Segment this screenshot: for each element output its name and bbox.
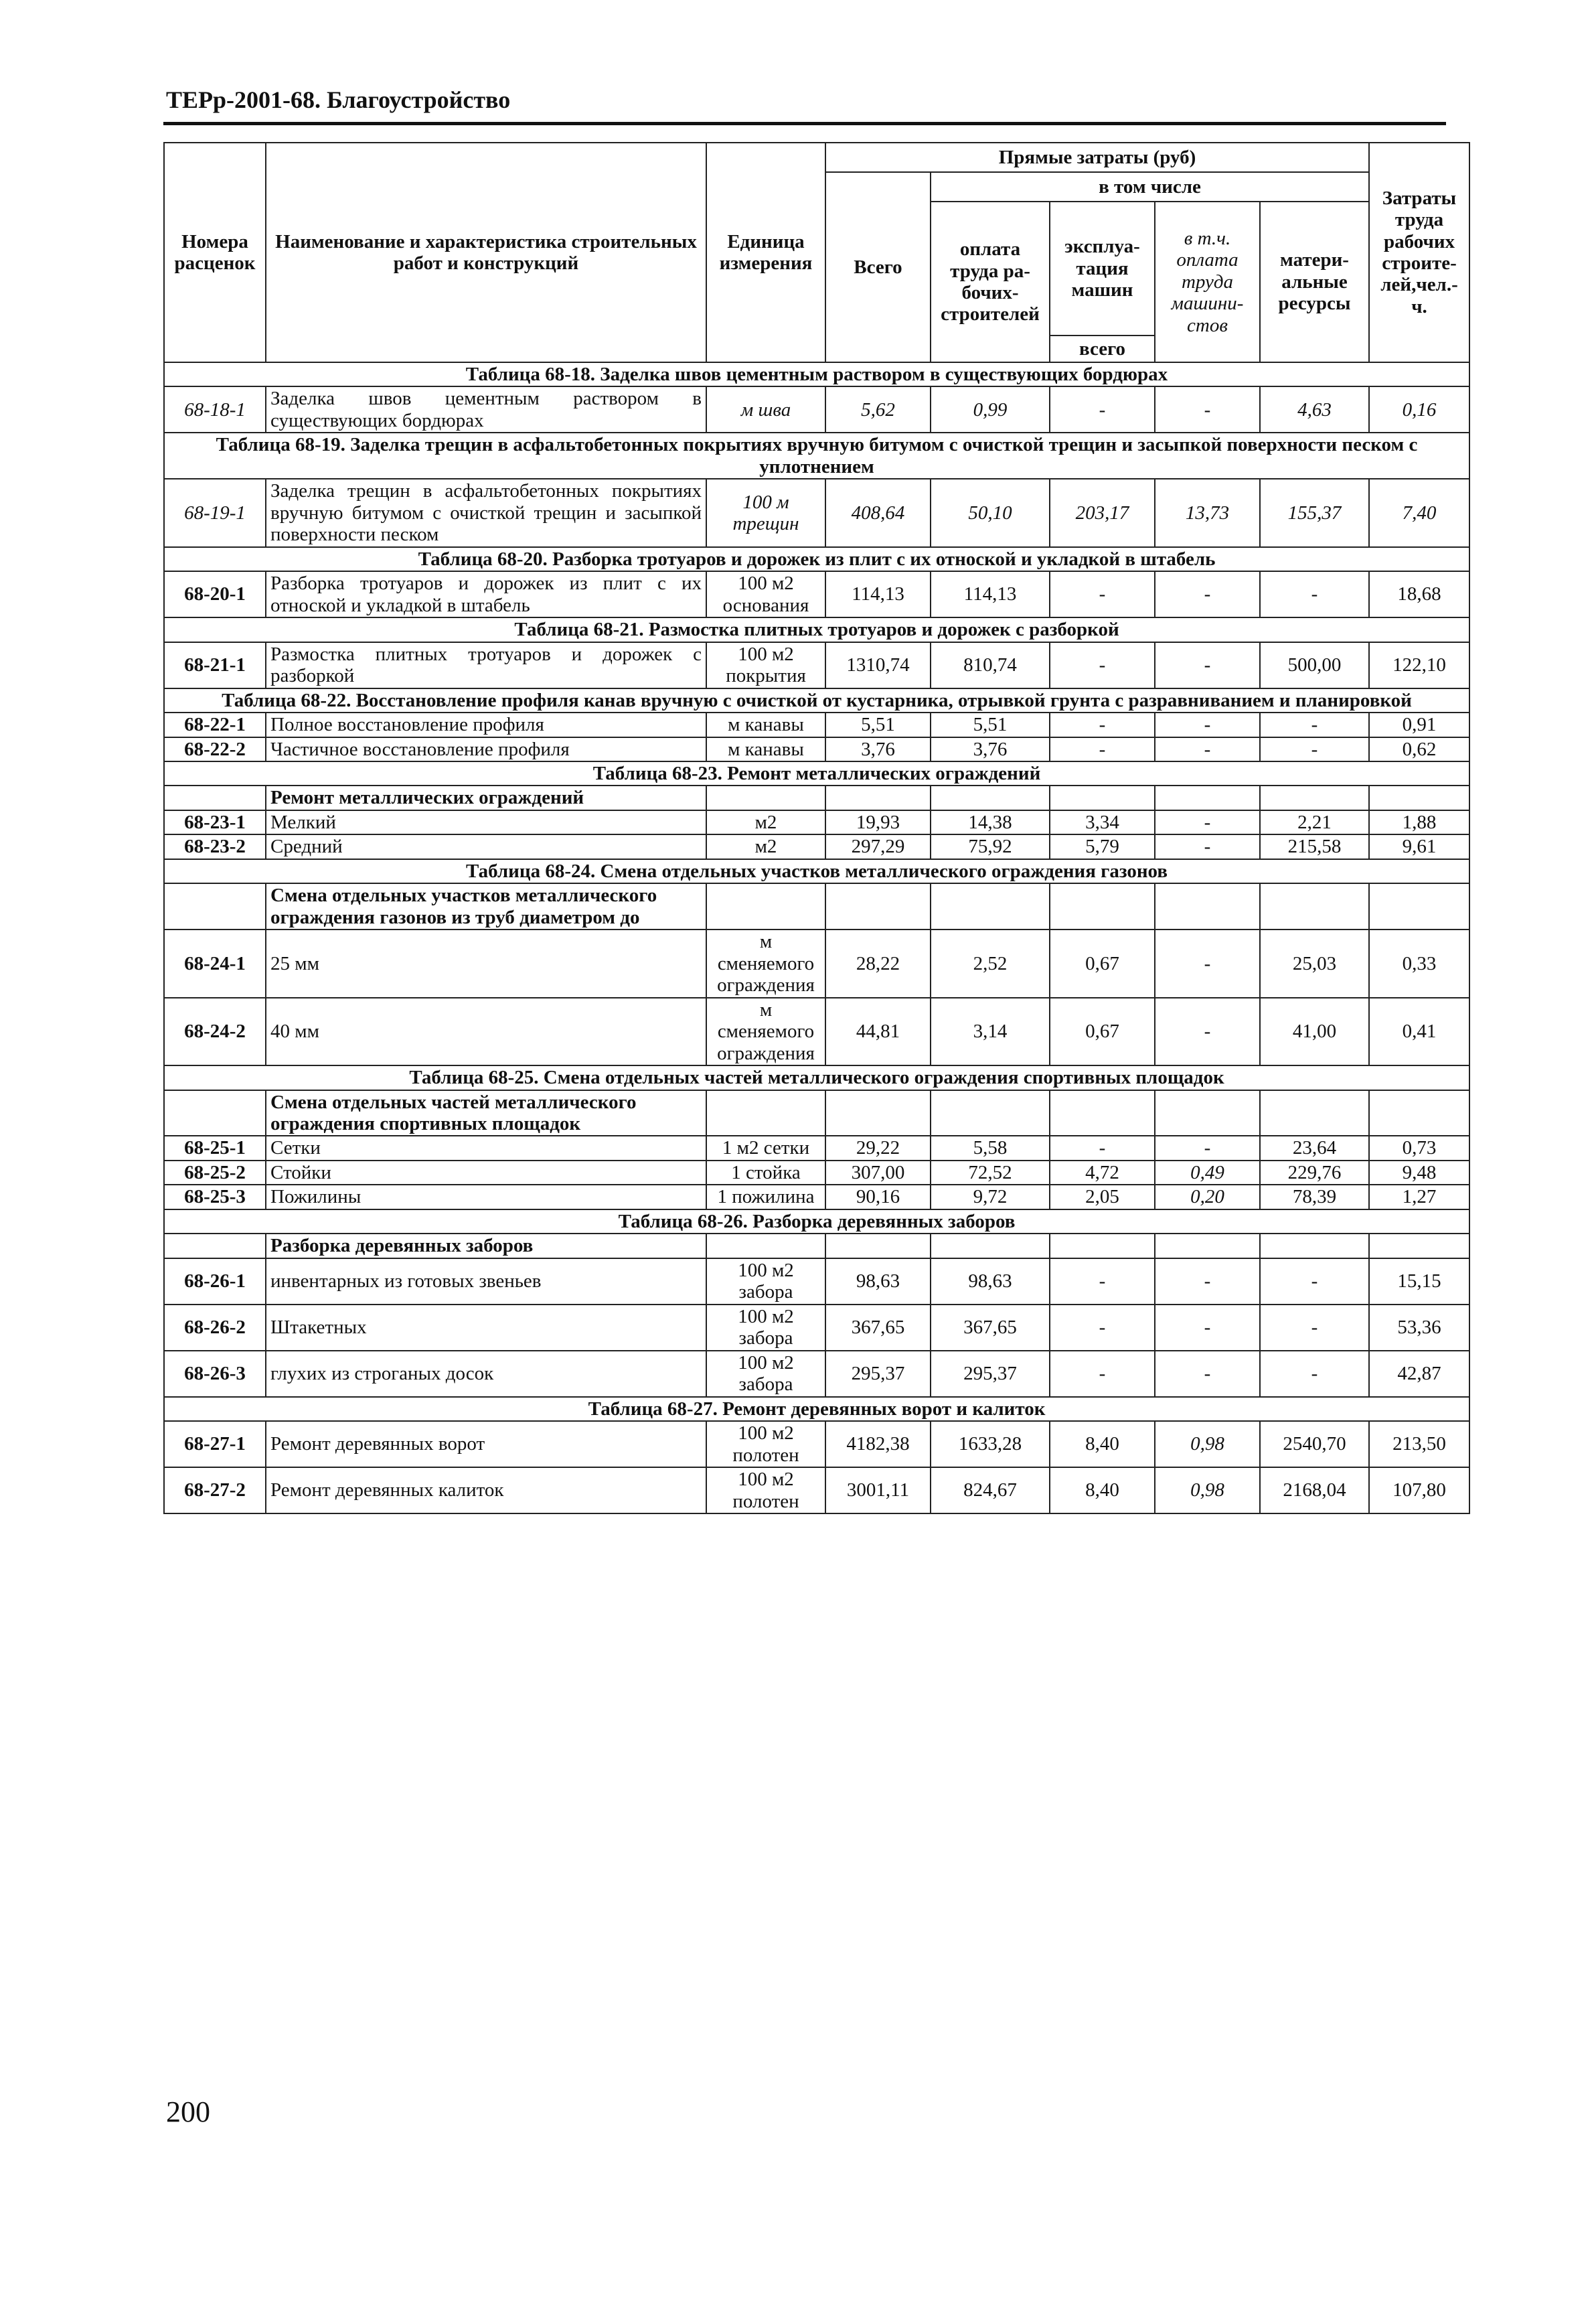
unit-cell: м2	[706, 810, 825, 834]
materials-cell: 2168,04	[1260, 1467, 1369, 1513]
section-title-row	[164, 1397, 1469, 1421]
rate-code: 68-26-2	[164, 1305, 266, 1351]
machinist-pay-cell: 0,98	[1155, 1421, 1260, 1467]
machinist-pay-cell: -	[1155, 1258, 1260, 1305]
rate-code: 68-20-1	[164, 571, 266, 617]
rate-code: 68-18-1	[164, 386, 266, 433]
header-rule	[163, 122, 1446, 125]
machine-cell: -	[1050, 642, 1155, 688]
group-title: Смена отдельных частей металлического ограждения спортивных площадок	[266, 1090, 706, 1136]
total-cell: 297,29	[825, 834, 931, 859]
total-cell: 408,64	[825, 479, 931, 546]
group-code-empty	[164, 1090, 266, 1136]
labor-costs-cell: 9,61	[1369, 834, 1469, 859]
group-empty-cell	[1050, 1090, 1155, 1136]
machinist-pay-cell: -	[1155, 930, 1260, 997]
total-cell: 98,63	[825, 1258, 931, 1305]
rate-code: 68-27-2	[164, 1467, 266, 1513]
machine-cell: -	[1050, 386, 1155, 433]
machine-cell: 3,34	[1050, 810, 1155, 834]
group-empty-cell	[706, 1234, 825, 1258]
work-name: Разборка тротуаров и дорожек из плит с их отноской и укладкой в штабель	[266, 571, 706, 617]
rate-code: 68-26-3	[164, 1351, 266, 1397]
labor-pay-cell: 98,63	[931, 1258, 1050, 1305]
work-name: Стойки	[266, 1161, 706, 1185]
work-name: Заделка швов цементным раствором в существующих бордюрах	[266, 386, 706, 433]
group-empty-cell	[1369, 786, 1469, 810]
col-machine-op-header: эксплуа-тация машин	[1050, 202, 1155, 336]
machine-cell: 2,05	[1050, 1185, 1155, 1209]
materials-cell: 78,39	[1260, 1185, 1369, 1209]
section-title-row	[164, 1209, 1469, 1234]
labor-costs-cell: 42,87	[1369, 1351, 1469, 1397]
labor-pay-cell: 3,14	[931, 998, 1050, 1065]
materials-cell: -	[1260, 1351, 1369, 1397]
labor-pay-cell: 75,92	[931, 834, 1050, 859]
labor-costs-cell: 9,48	[1369, 1161, 1469, 1185]
machine-cell: 203,17	[1050, 479, 1155, 546]
work-name: глухих из строганых досок	[266, 1351, 706, 1397]
col-labor-costs-header: Затраты труда рабочих строите-лей,чел.-ч.	[1369, 143, 1469, 362]
machine-cell: -	[1050, 1351, 1155, 1397]
table-row	[164, 810, 1469, 834]
table-row	[164, 642, 1469, 688]
machine-cell: 0,67	[1050, 998, 1155, 1065]
labor-pay-cell: 3,76	[931, 737, 1050, 761]
labor-pay-cell: 0,99	[931, 386, 1050, 433]
total-cell: 295,37	[825, 1351, 931, 1397]
group-empty-cell	[1260, 883, 1369, 930]
machinist-pay-cell: -	[1155, 1136, 1260, 1160]
unit-cell: м сменяемого ограждения	[706, 930, 825, 997]
group-empty-cell	[1260, 786, 1369, 810]
table-row	[164, 1305, 1469, 1351]
section-title-row	[164, 433, 1469, 479]
labor-pay-cell: 367,65	[931, 1305, 1050, 1351]
section-title-row	[164, 761, 1469, 786]
group-empty-cell	[1050, 883, 1155, 930]
machine-cell: -	[1050, 1305, 1155, 1351]
work-name: Мелкий	[266, 810, 706, 834]
table-row	[164, 1467, 1469, 1513]
work-name: Размостка плитных тротуаров и дорожек с разборкой	[266, 642, 706, 688]
work-name: Частичное восстановление профиля	[266, 737, 706, 761]
work-name: Ремонт деревянных ворот	[266, 1421, 706, 1467]
unit-cell: 1 м2 сетки	[706, 1136, 825, 1160]
rate-code: 68-21-1	[164, 642, 266, 688]
labor-costs-cell: 7,40	[1369, 479, 1469, 546]
materials-cell: 155,37	[1260, 479, 1369, 546]
section-title-row	[164, 617, 1469, 642]
section-title: Таблица 68-26. Разборка деревянных заборов	[164, 1209, 1469, 1234]
group-title: Ремонт металлических ограждений	[266, 786, 706, 810]
materials-cell: -	[1260, 713, 1369, 737]
table-row	[164, 1421, 1469, 1467]
materials-cell: 2,21	[1260, 810, 1369, 834]
col-machine-total-header: всего	[1050, 336, 1155, 362]
section-title-row	[164, 1065, 1469, 1090]
machinist-pay-cell: -	[1155, 386, 1260, 433]
total-cell: 3001,11	[825, 1467, 931, 1513]
section-title-row	[164, 547, 1469, 571]
machinist-pay-cell: 0,20	[1155, 1185, 1260, 1209]
col-machinist-pay-header: в т.ч. оплата труда машини-стов	[1155, 202, 1260, 362]
table-body	[164, 362, 1469, 1513]
section-title: Таблица 68-19. Заделка трещин в асфальтобетонных покрытиях вручную битумом с очисткой трещин и засыпкой поверхности песком с уплотнением	[164, 433, 1469, 479]
labor-pay-cell: 114,13	[931, 571, 1050, 617]
section-title: Таблица 68-24. Смена отдельных участков металлического ограждения газонов	[164, 859, 1469, 883]
labor-pay-cell: 5,58	[931, 1136, 1050, 1160]
labor-costs-cell: 0,41	[1369, 998, 1469, 1065]
table-header	[164, 143, 1469, 362]
total-cell: 4182,38	[825, 1421, 931, 1467]
labor-costs-cell: 0,33	[1369, 930, 1469, 997]
unit-cell: 100 м2 полотен	[706, 1467, 825, 1513]
col-including-header: в том числе	[931, 172, 1369, 202]
unit-cell: м шва	[706, 386, 825, 433]
rate-code: 68-26-1	[164, 1258, 266, 1305]
machinist-pay-cell: -	[1155, 1305, 1260, 1351]
machine-cell: 8,40	[1050, 1467, 1155, 1513]
materials-cell: -	[1260, 1258, 1369, 1305]
table-row	[164, 1351, 1469, 1397]
total-cell: 5,51	[825, 713, 931, 737]
table-row	[164, 386, 1469, 433]
table-row	[164, 713, 1469, 737]
group-empty-cell	[706, 1090, 825, 1136]
work-name: Заделка трещин в асфальтобетонных покрытиях вручную битумом с очисткой трещин и засыпкой поверхности песком	[266, 479, 706, 546]
section-title: Таблица 68-22. Восстановление профиля канав вручную с очисткой от кустарника, отрывкой грунта с разравниванием и планировкой	[164, 688, 1469, 713]
table-row	[164, 834, 1469, 859]
group-empty-cell	[1050, 1234, 1155, 1258]
machine-cell: 5,79	[1050, 834, 1155, 859]
group-title: Разборка деревянных заборов	[266, 1234, 706, 1258]
materials-cell: -	[1260, 1305, 1369, 1351]
group-empty-cell	[1155, 786, 1260, 810]
group-empty-cell	[1155, 1234, 1260, 1258]
table-row	[164, 998, 1469, 1065]
machine-cell: 8,40	[1050, 1421, 1155, 1467]
unit-cell: 100 м2 забора	[706, 1258, 825, 1305]
work-name: Штакетных	[266, 1305, 706, 1351]
work-name: Пожилины	[266, 1185, 706, 1209]
total-cell: 29,22	[825, 1136, 931, 1160]
col-materials-header: матери-альные ресурсы	[1260, 202, 1369, 362]
col-total-header: Всего	[825, 172, 931, 362]
materials-cell: 2540,70	[1260, 1421, 1369, 1467]
group-empty-cell	[825, 883, 931, 930]
group-empty-cell	[825, 1090, 931, 1136]
materials-cell: 41,00	[1260, 998, 1369, 1065]
labor-pay-cell: 1633,28	[931, 1421, 1050, 1467]
work-name: 40 мм	[266, 998, 706, 1065]
labor-costs-cell: 122,10	[1369, 642, 1469, 688]
group-empty-cell	[931, 883, 1050, 930]
labor-costs-cell: 213,50	[1369, 1421, 1469, 1467]
group-empty-cell	[1260, 1234, 1369, 1258]
labor-pay-cell: 5,51	[931, 713, 1050, 737]
table-row	[164, 1185, 1469, 1209]
group-empty-cell	[1369, 883, 1469, 930]
machinist-pay-cell: -	[1155, 713, 1260, 737]
machine-cell: 4,72	[1050, 1161, 1155, 1185]
total-cell: 1310,74	[825, 642, 931, 688]
total-cell: 90,16	[825, 1185, 931, 1209]
rate-code: 68-23-1	[164, 810, 266, 834]
unit-cell: 1 пожилина	[706, 1185, 825, 1209]
work-name: 25 мм	[266, 930, 706, 997]
rate-code: 68-25-1	[164, 1136, 266, 1160]
page-header: ТЕРр-2001-68. Благоустройство	[166, 86, 511, 113]
group-empty-cell	[1050, 786, 1155, 810]
materials-cell: 215,58	[1260, 834, 1369, 859]
labor-pay-cell: 50,10	[931, 479, 1050, 546]
col-code-header: Номера расценок	[164, 143, 266, 362]
table-row	[164, 737, 1469, 761]
unit-cell: 100 м2 забора	[706, 1305, 825, 1351]
labor-costs-cell: 0,16	[1369, 386, 1469, 433]
table-row	[164, 1161, 1469, 1185]
unit-cell: 100 м2 покрытия	[706, 642, 825, 688]
group-empty-cell	[825, 786, 931, 810]
total-cell: 367,65	[825, 1305, 931, 1351]
group-code-empty	[164, 883, 266, 930]
labor-costs-cell: 1,88	[1369, 810, 1469, 834]
unit-cell: 100 м2 полотен	[706, 1421, 825, 1467]
labor-pay-cell: 824,67	[931, 1467, 1050, 1513]
group-title: Смена отдельных участков металлического ограждения газонов из труб диаметром до	[266, 883, 706, 930]
total-cell: 44,81	[825, 998, 931, 1065]
machinist-pay-cell: -	[1155, 998, 1260, 1065]
unit-cell: 1 стойка	[706, 1161, 825, 1185]
machine-cell: 0,67	[1050, 930, 1155, 997]
materials-cell: 500,00	[1260, 642, 1369, 688]
group-empty-cell	[706, 786, 825, 810]
col-direct-costs-header: Прямые затраты (руб)	[825, 143, 1369, 172]
machinist-pay-cell: -	[1155, 737, 1260, 761]
section-title: Таблица 68-18. Заделка швов цементным раствором в существующих бордюрах	[164, 362, 1469, 386]
rate-code: 68-27-1	[164, 1421, 266, 1467]
table-row	[164, 1136, 1469, 1160]
machinist-pay-cell: 0,49	[1155, 1161, 1260, 1185]
machine-cell: -	[1050, 571, 1155, 617]
work-name: инвентарных из готовых звеньев	[266, 1258, 706, 1305]
materials-cell: -	[1260, 571, 1369, 617]
group-code-empty	[164, 1234, 266, 1258]
machinist-pay-cell: -	[1155, 642, 1260, 688]
labor-pay-cell: 14,38	[931, 810, 1050, 834]
total-cell: 19,93	[825, 810, 931, 834]
labor-pay-cell: 810,74	[931, 642, 1050, 688]
labor-costs-cell: 1,27	[1369, 1185, 1469, 1209]
machinist-pay-cell: 13,73	[1155, 479, 1260, 546]
total-cell: 5,62	[825, 386, 931, 433]
rate-code: 68-25-2	[164, 1161, 266, 1185]
section-title: Таблица 68-23. Ремонт металлических ограждений	[164, 761, 1469, 786]
group-row	[164, 786, 1469, 810]
unit-cell: м канавы	[706, 713, 825, 737]
rate-code: 68-23-2	[164, 834, 266, 859]
col-labor-pay-header: оплата труда ра-бочих-строителей	[931, 202, 1050, 362]
work-name: Сетки	[266, 1136, 706, 1160]
table-row	[164, 479, 1469, 546]
table-row	[164, 1258, 1469, 1305]
group-empty-cell	[931, 1234, 1050, 1258]
unit-cell: 100 м2 основания	[706, 571, 825, 617]
table-row	[164, 930, 1469, 997]
table-row	[164, 571, 1469, 617]
total-cell: 114,13	[825, 571, 931, 617]
work-name: Ремонт деревянных калиток	[266, 1467, 706, 1513]
machine-cell: -	[1050, 713, 1155, 737]
labor-pay-cell: 295,37	[931, 1351, 1050, 1397]
col-name-header: Наименование и характеристика строительных работ и конструкций	[266, 143, 706, 362]
labor-costs-cell: 0,62	[1369, 737, 1469, 761]
labor-pay-cell: 9,72	[931, 1185, 1050, 1209]
rate-code: 68-25-3	[164, 1185, 266, 1209]
group-row	[164, 883, 1469, 930]
labor-costs-cell: 0,91	[1369, 713, 1469, 737]
machinist-pay-cell: 0,98	[1155, 1467, 1260, 1513]
group-empty-cell	[1369, 1234, 1469, 1258]
rate-code: 68-19-1	[164, 479, 266, 546]
group-empty-cell	[1155, 883, 1260, 930]
col-unit-header: Единица измерения	[706, 143, 825, 362]
machinist-pay-cell: -	[1155, 1351, 1260, 1397]
group-empty-cell	[825, 1234, 931, 1258]
group-empty-cell	[1369, 1090, 1469, 1136]
group-row	[164, 1234, 1469, 1258]
group-row	[164, 1090, 1469, 1136]
unit-cell: 100 м трещин	[706, 479, 825, 546]
machine-cell: -	[1050, 1258, 1155, 1305]
rates-table	[163, 142, 1470, 1514]
machinist-pay-cell: -	[1155, 571, 1260, 617]
labor-pay-cell: 2,52	[931, 930, 1050, 997]
materials-cell: -	[1260, 737, 1369, 761]
group-empty-cell	[706, 883, 825, 930]
rate-code: 68-24-2	[164, 998, 266, 1065]
materials-cell: 229,76	[1260, 1161, 1369, 1185]
work-name: Средний	[266, 834, 706, 859]
section-title: Таблица 68-25. Смена отдельных частей металлического ограждения спортивных площадок	[164, 1065, 1469, 1090]
section-title-row	[164, 859, 1469, 883]
group-code-empty	[164, 786, 266, 810]
rate-code: 68-24-1	[164, 930, 266, 997]
materials-cell: 4,63	[1260, 386, 1369, 433]
section-title-row	[164, 688, 1469, 713]
section-title: Таблица 68-27. Ремонт деревянных ворот и калиток	[164, 1397, 1469, 1421]
labor-costs-cell: 53,36	[1369, 1305, 1469, 1351]
total-cell: 3,76	[825, 737, 931, 761]
group-empty-cell	[1260, 1090, 1369, 1136]
group-empty-cell	[931, 1090, 1050, 1136]
labor-costs-cell: 0,73	[1369, 1136, 1469, 1160]
labor-costs-cell: 18,68	[1369, 571, 1469, 617]
labor-costs-cell: 107,80	[1369, 1467, 1469, 1513]
machine-cell: -	[1050, 737, 1155, 761]
labor-costs-cell: 15,15	[1369, 1258, 1469, 1305]
rate-code: 68-22-2	[164, 737, 266, 761]
machinist-pay-cell: -	[1155, 810, 1260, 834]
unit-cell: 100 м2 забора	[706, 1351, 825, 1397]
labor-pay-cell: 72,52	[931, 1161, 1050, 1185]
machine-cell: -	[1050, 1136, 1155, 1160]
unit-cell: м2	[706, 834, 825, 859]
total-cell: 307,00	[825, 1161, 931, 1185]
section-title-row	[164, 362, 1469, 386]
unit-cell: м сменяемого ограждения	[706, 998, 825, 1065]
total-cell: 28,22	[825, 930, 931, 997]
group-empty-cell	[931, 786, 1050, 810]
section-title: Таблица 68-21. Размостка плитных тротуаров и дорожек с разборкой	[164, 617, 1469, 642]
materials-cell: 23,64	[1260, 1136, 1369, 1160]
rate-code: 68-22-1	[164, 713, 266, 737]
work-name: Полное восстановление профиля	[266, 713, 706, 737]
section-title: Таблица 68-20. Разборка тротуаров и дорожек из плит с их отноской и укладкой в штабель	[164, 547, 1469, 571]
page-number: 200	[166, 2095, 210, 2128]
group-empty-cell	[1155, 1090, 1260, 1136]
materials-cell: 25,03	[1260, 930, 1369, 997]
unit-cell: м канавы	[706, 737, 825, 761]
machinist-pay-cell: -	[1155, 834, 1260, 859]
